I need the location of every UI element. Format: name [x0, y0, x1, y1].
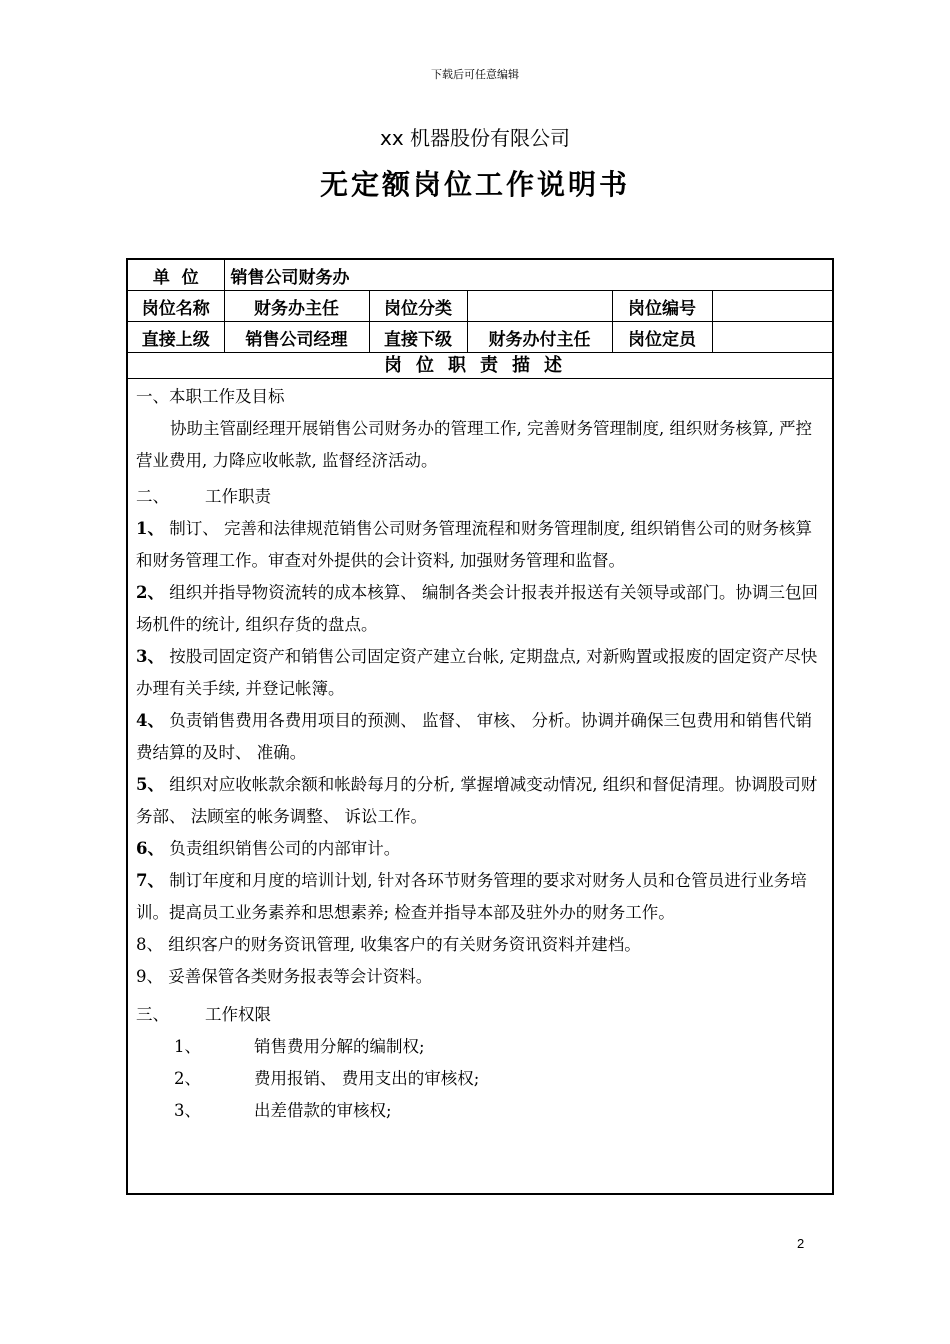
- list-item: [136, 705, 824, 769]
- item-text: 按股司固定资产和销售公司固定资产建立台帐, 定期盘点, 对新购置或报废的固定资产尽快办理有关手续, 并登记帐簿。: [136, 647, 818, 698]
- section-3-heading: [136, 999, 824, 1031]
- item-num: 3、: [136, 647, 164, 666]
- table-row: [128, 260, 832, 291]
- item-text: 制订、 完善和法律规范销售公司财务管理流程和财务管理制度, 组织销售公司的财务核算和财务管理工作。审查对外提供的会计资料, 加强财务管理和监督。: [136, 519, 812, 570]
- list-item: [136, 833, 824, 865]
- post-class-label: 岗位分类: [369, 291, 467, 322]
- item-num: 6、: [136, 839, 164, 858]
- list-item: [136, 929, 824, 961]
- item-text: 负责组织销售公司的内部审计。: [169, 839, 401, 858]
- post-no-label: 岗位编号: [612, 291, 712, 322]
- post-class-value: [467, 291, 612, 322]
- post-name-label: 岗位名称: [128, 291, 224, 322]
- item-num: 7、: [136, 871, 164, 890]
- section-2-num: 二、: [136, 487, 169, 506]
- list-item: [136, 769, 824, 833]
- table-row: [128, 322, 832, 353]
- section-2-title: 工作职责: [205, 487, 271, 506]
- item-text: 制订年度和月度的培训计划, 针对各环节财务管理的要求对财务人员和仓管员进行业务培训。提高员工业务素养和思想素养; 检查并指导本部及驻外办的财务工作。: [136, 871, 807, 922]
- header-note: 下载后可任意编辑: [431, 68, 519, 81]
- item-text: 负责销售费用各费用项目的预测、 监督、 审核、 分析。协调并确保三包费用和销售代销费结算的及时、 准确。: [136, 711, 812, 762]
- item-num: 4、: [136, 711, 164, 730]
- item-text: 妥善保管各类财务报表等会计资料。: [168, 967, 433, 986]
- post-name-value: 财务办主任: [224, 291, 369, 322]
- item-text: 出差借款的审核权;: [254, 1101, 392, 1120]
- item-num: 5、: [136, 775, 164, 794]
- item-num: 8、: [136, 935, 163, 954]
- item-num: 3、: [174, 1101, 201, 1120]
- quota-label: 岗位定员: [612, 322, 712, 353]
- item-text: 销售费用分解的编制权;: [254, 1037, 425, 1056]
- post-info-table: [128, 260, 832, 353]
- list-item: [136, 577, 824, 641]
- superior-label: 直接上级: [128, 322, 224, 353]
- quota-value: [712, 322, 832, 353]
- section-2-heading: [136, 481, 824, 513]
- item-text: 费用报销、 费用支出的审核权;: [254, 1069, 480, 1088]
- list-item: [136, 1031, 824, 1063]
- list-item: [136, 513, 824, 577]
- item-num: 1、: [174, 1037, 201, 1056]
- subordinate-label: 直接下级: [369, 322, 467, 353]
- item-num: 2、: [136, 583, 164, 602]
- item-num: 9、: [136, 967, 163, 986]
- description-body: [128, 379, 832, 1127]
- unit-label: 单 位: [128, 260, 224, 291]
- item-text: 组织客户的财务资讯管理, 收集客户的有关财务资讯资料并建档。: [168, 935, 641, 954]
- section-3-title: 工作权限: [205, 1005, 271, 1024]
- list-item: [136, 961, 824, 993]
- superior-value: 销售公司经理: [224, 322, 369, 353]
- list-item: [136, 865, 824, 929]
- item-text: 组织对应收帐款余额和帐龄每月的分析, 掌握增减变动情况, 组织和督促清理。协调股司财务部、 法顾室的帐务调整、 诉讼工作。: [136, 775, 818, 826]
- job-description-frame: [126, 258, 834, 1195]
- page-number: 2: [797, 1236, 805, 1251]
- item-num: 2、: [174, 1069, 201, 1088]
- company-name: xx 机器股份有限公司: [379, 126, 571, 150]
- table-row: [128, 291, 832, 322]
- unit-value: 销售公司财务办: [224, 260, 832, 291]
- section-1-text: 协助主管副经理开展销售公司财务办的管理工作, 完善财务管理制度, 组织财务核算, 严控营业费用, 力降应收帐款, 监督经济活动。: [136, 419, 812, 470]
- post-no-value: [712, 291, 832, 322]
- list-item: [136, 641, 824, 705]
- list-item: [136, 1095, 824, 1127]
- section-1-heading: 一、本职工作及目标: [136, 387, 285, 406]
- section-3-num: 三、: [136, 1005, 169, 1024]
- item-text: 组织并指导物资流转的成本核算、 编制各类会计报表并报送有关领导或部门。协调三包回场机件的统计, 组织存货的盘点。: [136, 583, 818, 634]
- section-title: 岗位职责描述: [128, 353, 832, 379]
- list-item: [136, 1063, 824, 1095]
- document-title: 无定额岗位工作说明书: [319, 168, 630, 201]
- subordinate-value: 财务办付主任: [467, 322, 612, 353]
- item-num: 1、: [136, 519, 164, 538]
